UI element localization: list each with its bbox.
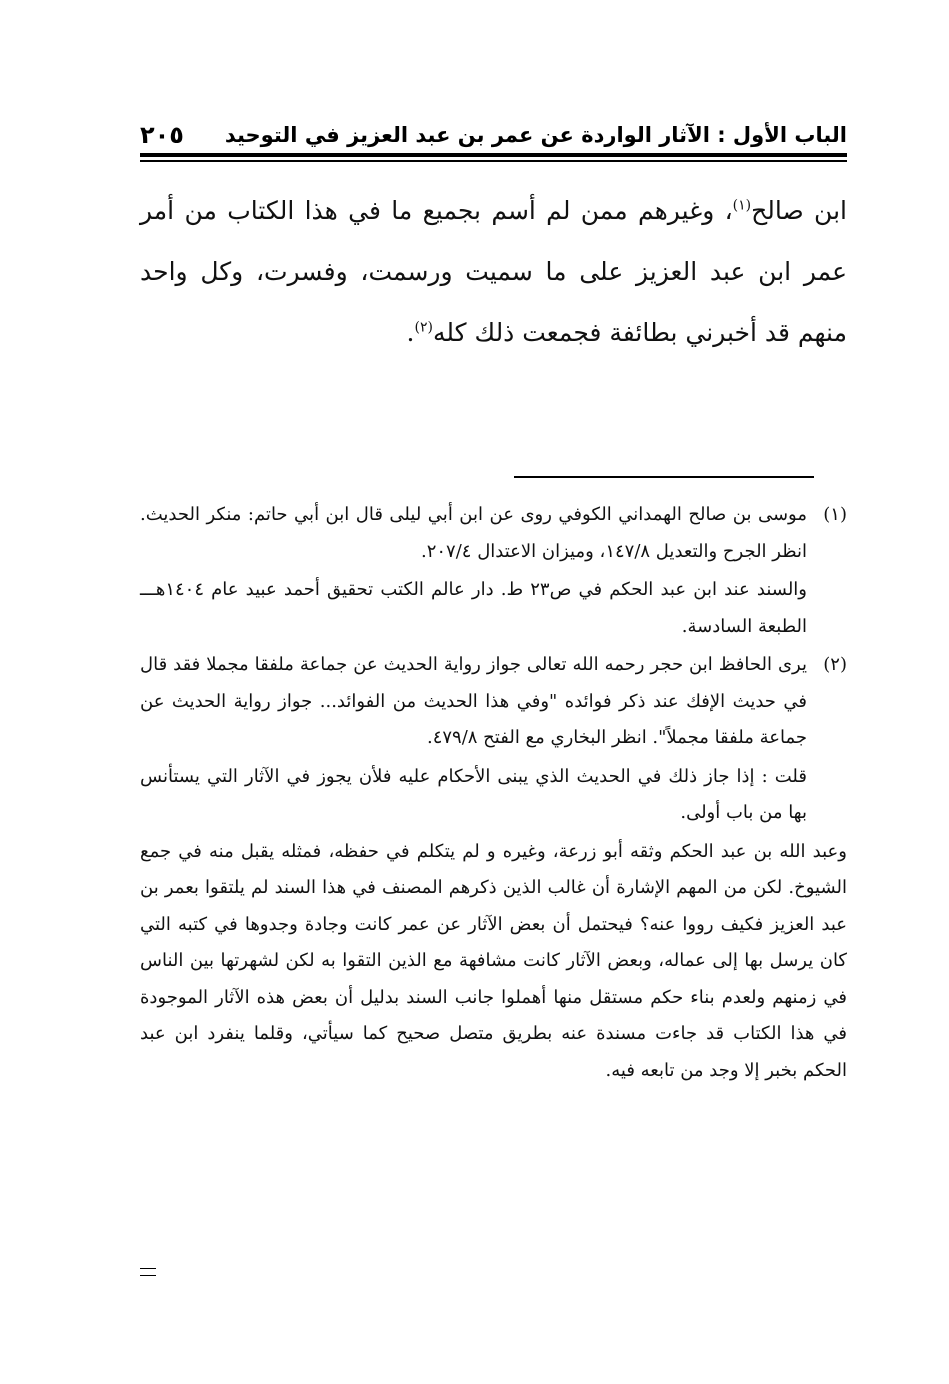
footnote-marker: (١) xyxy=(823,504,847,525)
main-text-part-1: ابن صالح xyxy=(751,196,847,225)
footnote-1 xyxy=(140,497,847,645)
running-title: الباب الأول : الآثار الواردة عن عمر بن عبد العزيز في التوحيد xyxy=(224,123,847,147)
footnote-paragraph: وعبد الله بن عبد الحكم وثقه أبو زرعة، وغيره و لم يتكلم في حفظه، فمثله يقبل منه في جمع الشيوخ. لكن من المهم الإشارة أن غالب الذين ذكرهم المصنف في هذا السند لم يلتقوا بعمر بن عبد العزيز فكيف رووا عنه؟ فيحتمل أن بعض الآثار عن عمر كانت وجادة وجدوها في كتبه التي كان يرسل بها إلى عماله، وبعض الآثار كانت مشافهة مع الذين التقوا به لكن لشهرتها بين الناس في زمنهم ولعدم بناء حكم مستقل منها أهملوا جانب السند بدليل أن بعض هذه الآثار الموجودة في هذا الكتاب قد جاءت مسندة عنه بطريق متصل صحيح كما سيأتي، وقلما ينفرد ابن عبد الحكم بخبر إلا وجد من تابعه فيه. xyxy=(140,840,847,1081)
footnote-2 xyxy=(140,647,847,832)
page-end-mark xyxy=(140,1268,156,1276)
main-paragraph xyxy=(140,180,847,363)
running-header xyxy=(140,120,847,150)
footnote-ref-1[interactable]: (١) xyxy=(732,197,752,214)
footnotes-section xyxy=(140,497,847,1089)
footnote-paragraph: موسى بن صالح الهمداني الكوفي روى عن ابن أبي ليلى قال ابن أبي حاتم: منكر الحديث. انظر الجرح والتعديل ١٤٧/٨، وميزان الاعتدال ٢٠٧/٤. xyxy=(140,504,807,562)
footnote-separator xyxy=(514,476,814,478)
footnote-marker: (٢) xyxy=(823,654,847,675)
header-rule-thick xyxy=(140,153,847,157)
footnote-paragraph: والسند عند ابن عبد الحكم في ص٢٣ ط. دار عالم الكتب تحقيق أحمد عبيد عام ١٤٠٤هـــ الطبعة السادسة. xyxy=(140,579,808,637)
main-text-part-3: . xyxy=(406,318,415,347)
footnote-paragraph: يرى الحافظ ابن حجر رحمه الله تعالى جواز رواية الحديث عن جماعة ملفقا مجملا فقد قال في حديث الإفك عند ذكر فوائده "وفي هذا الحديث من الفوائد... جواز رواية الحديث عن جماعة ملفقا مجملاً". انظر البخاري مع الفتح ٤٧٩/٨. xyxy=(140,654,807,748)
footnote-body xyxy=(140,647,807,832)
footnote-paragraph: قلت : إذا جاز ذلك في الحديث الذي يبنى الأحكام عليه فلأن يجوز في الآثار التي يستأنس بها من باب أولى. xyxy=(140,765,807,823)
footnote-body xyxy=(140,497,807,645)
footnote-continuation xyxy=(140,834,847,1090)
footnote-ref-2[interactable]: (٢) xyxy=(414,319,433,336)
header-rule-thin xyxy=(140,160,847,162)
main-text-part-2: ، وغيرهم ممن لم أسم بجميع ما في هذا الكتاب من أمر عمر ابن عبد العزيز على ما سميت ورسمت، وفسرت، وكل واحد منهم قد أخبرني بطائفة فجمعت ذلك كله xyxy=(140,196,847,347)
page-number: ٢٠٥ xyxy=(140,121,184,149)
